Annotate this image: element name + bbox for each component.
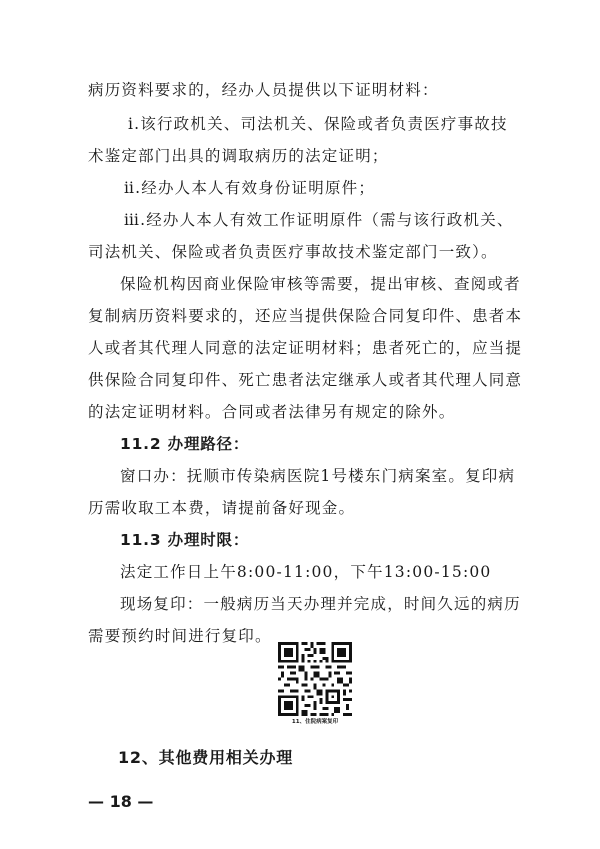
- body-line: 复制病历资料要求的，还应当提供保险合同复印件、患者本: [88, 307, 523, 325]
- body-line: 保险机构因商业保险审核等需要，提出审核、查阅或者: [120, 275, 521, 293]
- body-line: 病历资料要求的，经办人员提供以下证明材料：: [88, 81, 439, 99]
- body-line: ⅲ.经办人本人有效工作证明原件（需与该行政机关、: [124, 211, 514, 229]
- time-heading: 11.3 办理时限：: [120, 531, 250, 549]
- body-line: ⅱ.经办人本人有效身份证明原件；: [124, 179, 376, 197]
- time-line: 需要预约时间进行复印。: [88, 627, 272, 645]
- route-line: 历需收取工本费，请提前备好现金。: [88, 499, 356, 517]
- body-line: ⅰ.该行政机关、司法机关、保险或者负责医疗事故技: [128, 115, 508, 133]
- page-number: — 18 —: [88, 792, 154, 811]
- route-heading: 11.2 办理路径：: [120, 435, 250, 453]
- body-line: 术鉴定部门出具的调取病历的法定证明；: [88, 147, 389, 165]
- time-line: 现场复印：一般病历当天办理并完成，时间久远的病历: [120, 595, 521, 613]
- body-line: 人或者其代理人同意的法定证明材料；患者死亡的，应当提: [88, 339, 523, 357]
- body-line: 的法定证明材料。合同或者法律另有规定的除外。: [88, 403, 456, 421]
- body-line: 供保险合同复印件、死亡患者法定继承人或者其代理人同意: [88, 371, 523, 389]
- section-12-title: 12、其他费用相关办理: [118, 748, 294, 767]
- time-line: 法定工作日上午8:00-11:00，下午13:00-15:00: [120, 563, 492, 581]
- qr-caption: 11、住院病案复印: [291, 719, 339, 725]
- qr-code-icon: [278, 642, 352, 720]
- route-line: 窗口办：抚顺市传染病医院1号楼东门病案室。复印病: [120, 467, 516, 485]
- body-line: 司法机关、保险或者负责医疗事故技术鉴定部门一致）。: [88, 243, 498, 261]
